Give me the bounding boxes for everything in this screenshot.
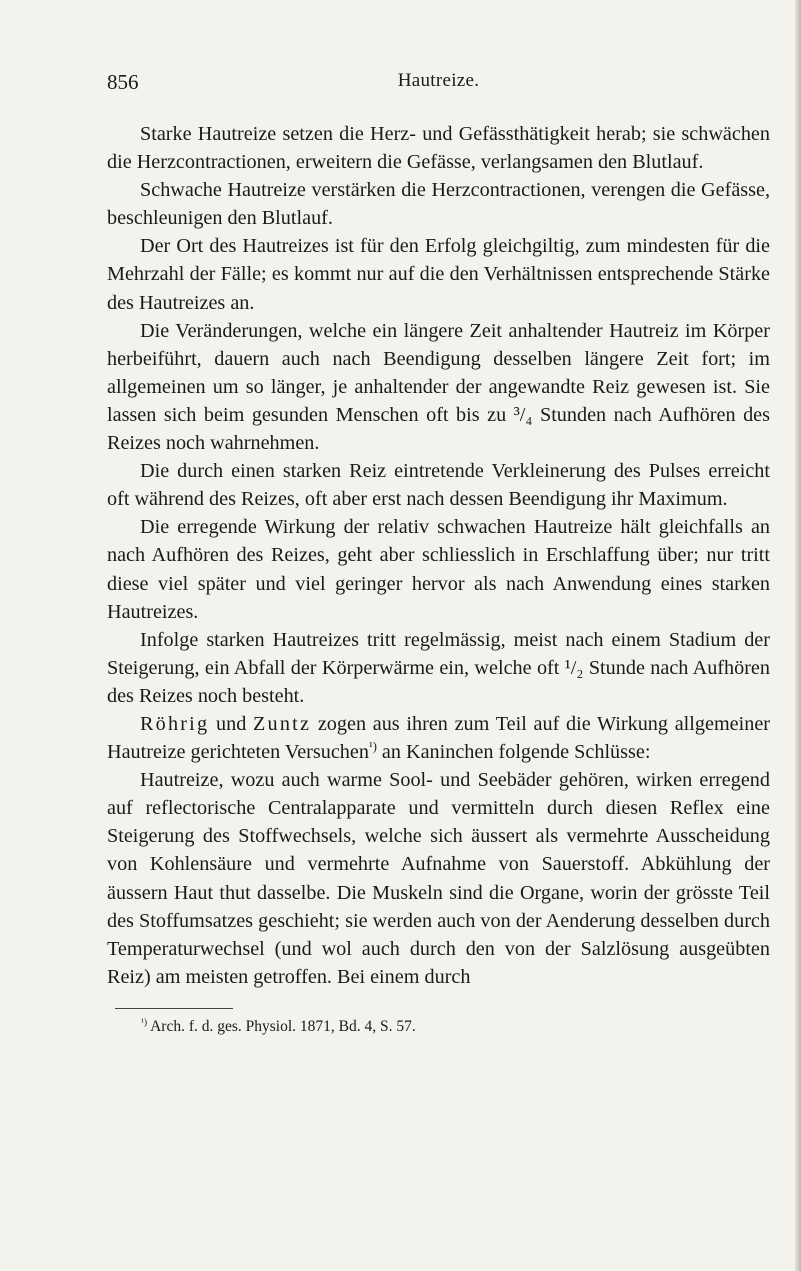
paragraph-8-text-a: zogen aus ihren zum Teil auf die Wirkung allgemeiner Hautreize gerichteten Versuchen xyxy=(107,712,771,764)
page-edge-shadow xyxy=(795,0,801,1271)
paragraph-8-text-b: an Kaninchen folgende Schlüsse: xyxy=(376,741,651,764)
paragraph-3: Der Ort des Hautreizes ist für den Erfolg gleichgiltig, zum mindesten für die Mehrzahl der Fälle; es kommt nur auf die den Verhältnissen entsprechende Stärke des Hautreizes an. xyxy=(107,235,770,314)
footnote-marker: ¹) xyxy=(141,1016,148,1028)
footnote-divider xyxy=(115,1008,233,1009)
page-number: 856 xyxy=(107,70,139,94)
body-text xyxy=(107,120,770,991)
footnote-reference: ¹) xyxy=(368,739,377,754)
footnote-text: Arch. f. d. ges. Physiol. 1871, Bd. 4, S. 57. xyxy=(147,1017,416,1035)
paragraph-4: Die Veränderungen, welche ein längere Zeit anhaltender Hautreiz im Körper herbeiführt, dauern auch nach Beendigung desselben längere Zeit fort; im allgemeinen um so länger, je anhaltender der angewandte Reiz gewesen ist. Sie lassen sich beim gesunden Menschen oft bis zu ³/₄ Stunden nach Aufhören des Reizes noch wahrnehmen. xyxy=(107,319,770,455)
paragraph-9: Hautreize, wozu auch warme Sool- und Seebäder gehören, wirken erregend auf reflectorische Centralapparate und vermitteln durch diesen Reflex eine Steigerung des Stoffwechsels, welche sich äussert als vermehrte Ausscheidung von Kohlensäure und vermehrte Aufnahme von Sauerstoff. Abkühlung der äussern Haut thut dasselbe. Die Muskeln sind die Organe, worin der grösste Teil des Stoffumsatzes geschieht; sie werden auch von der Aenderung desselben durch Temperaturwechsel (und wol auch durch den von der Salzlösung ausgeübten Reiz) am meisten getroffen. Bei einem durch xyxy=(107,769,770,988)
paragraph-6: Die erregende Wirkung der relativ schwachen Hautreize hält gleichfalls an nach Aufhören des Reizes, geht aber schliesslich in Erschlaffung über; nur tritt diese viel später und viel geringer hervor als nach Anwendung eines starken Hautreizes. xyxy=(107,516,770,623)
book-page xyxy=(107,70,770,1037)
footnote xyxy=(141,1017,770,1037)
running-title: Hautreize. xyxy=(397,70,480,91)
paragraph-5: Die durch einen starken Reiz eintretende Verkleinerung des Pulses erreicht oft während des Reizes, oft aber erst nach dessen Beendigung ihr Maximum. xyxy=(107,460,770,511)
paragraph-1: Starke Hautreize setzen die Herz- und Gefässthätigkeit herab; sie schwächen die Herzcontractionen, erweitern die Gefässe, verlangsamen den Blutlauf. xyxy=(107,123,770,174)
running-head xyxy=(107,70,770,104)
author-zuntz: Zuntz xyxy=(253,712,312,735)
paragraph-2: Schwache Hautreize verstärken die Herzcontractionen, verengen die Gefässe, beschleunigen den Blutlauf. xyxy=(107,179,770,230)
author-conjunction: und xyxy=(209,712,254,735)
paragraph-8 xyxy=(107,710,770,766)
paragraph-7: Infolge starken Hautreizes tritt regelmässig, meist nach einem Stadium der Steigerung, ein Abfall der Körperwärme ein, welche oft ¹/₂ Stunde nach Aufhören des Reizes noch besteht. xyxy=(107,628,770,707)
author-roehrig: Röhrig xyxy=(140,712,210,735)
